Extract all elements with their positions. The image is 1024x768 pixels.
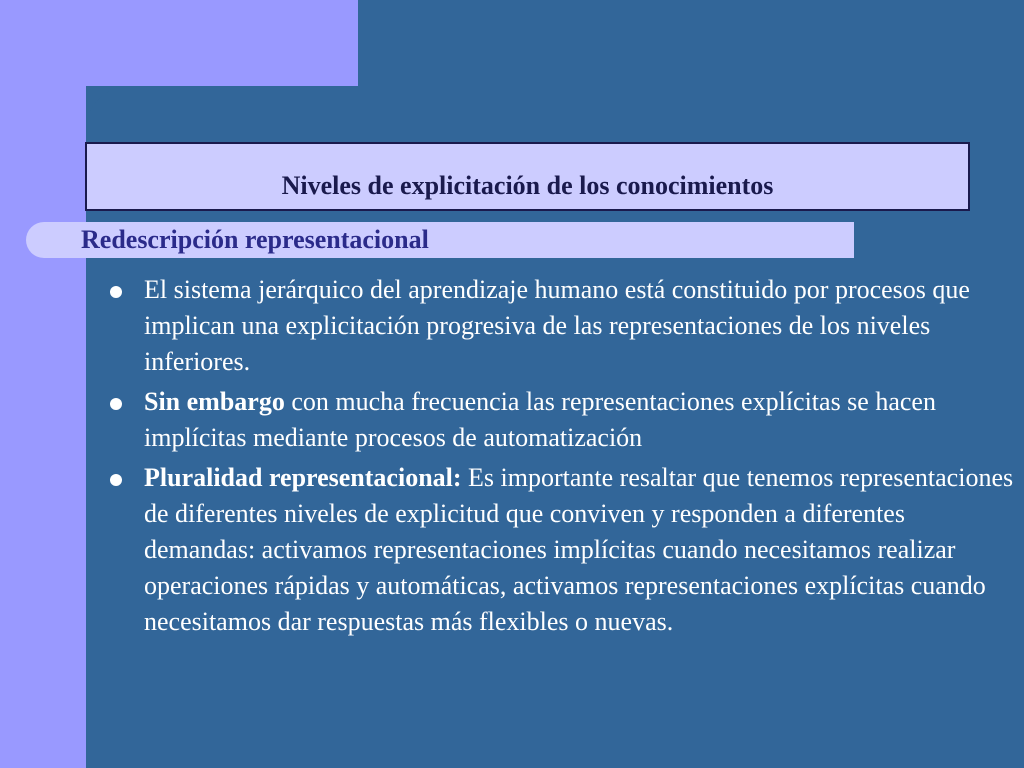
bullet-bold-text: Sin embargo	[144, 387, 285, 416]
bullet-item	[100, 272, 1020, 380]
bullet-text: con mucha frecuencia las representaciones explícitas se hacen implícitas mediante procesos de automatización	[144, 387, 936, 452]
bullet-bold-text: Pluralidad representacional:	[144, 463, 462, 492]
slide-title: Niveles de explicitación de los conocimientos	[281, 171, 774, 200]
corner-curve	[86, 86, 146, 146]
left-decorative-band	[0, 0, 86, 768]
bullet-dot-icon	[110, 474, 122, 486]
bullet-item	[100, 384, 1020, 456]
bullet-text: El sistema jerárquico del aprendizaje humano está constituido por procesos que implican una explicitación progresiva de las representaciones de los niveles inferiores.	[144, 275, 970, 376]
slide-subtitle: Redescripción representacional	[81, 225, 429, 254]
bullet-text: Es importante resaltar que tenemos representaciones de diferentes niveles de explicitud que conviven y responden a diferentes demandas: activamos representaciones implícitas cuando necesitamos realizar operaciones rápidas y automáticas, activamos representaciones explícitas cuando necesitamos dar respuestas más flexibles o nuevas.	[144, 463, 1014, 636]
bullet-item	[100, 460, 1020, 640]
bullet-list	[100, 272, 1020, 644]
title-box	[85, 142, 970, 211]
bullet-dot-icon	[110, 286, 122, 298]
bullet-dot-icon	[110, 398, 122, 410]
top-decorative-block	[0, 0, 358, 86]
